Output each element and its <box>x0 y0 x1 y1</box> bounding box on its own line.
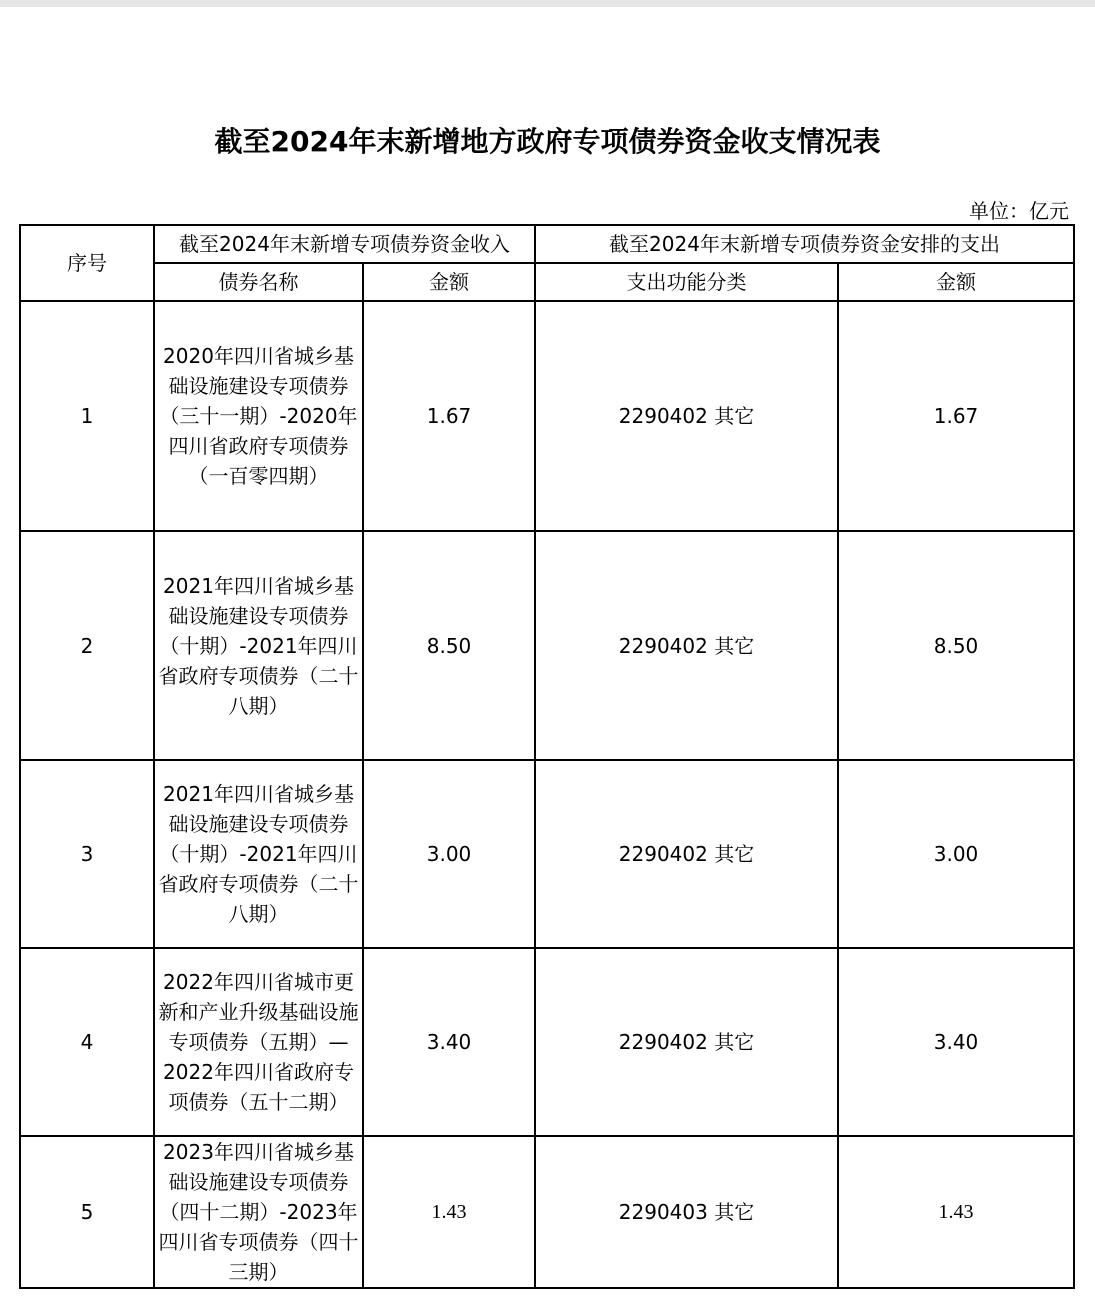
row-income-amount: 3.40 <box>363 948 535 1136</box>
row-function-class: 2290402 其它 <box>535 948 838 1136</box>
header-row-2 <box>20 263 1074 301</box>
header-expense-group: 截至2024年末新增专项债券资金安排的支出 <box>535 225 1074 263</box>
row-bond-name: 2020年四川省城乡基础设施建设专项债券（三十一期）-2020年四川省政府专项债券（一百零四期） <box>154 301 363 531</box>
top-bar <box>0 0 1095 7</box>
row-income-amount: 1.67 <box>363 301 535 531</box>
header-seq: 序号 <box>20 225 154 301</box>
row-function-class: 2290402 其它 <box>535 301 838 531</box>
row-function-class: 2290402 其它 <box>535 531 838 760</box>
header-income-amount: 金额 <box>363 263 535 301</box>
row-function-class: 2290403 其它 <box>535 1136 838 1288</box>
row-seq: 2 <box>20 531 154 760</box>
header-income-group: 截至2024年末新增专项债券资金收入 <box>154 225 535 263</box>
row-function-class: 2290402 其它 <box>535 760 838 948</box>
table-row <box>20 760 1074 948</box>
page-title: 截至2024年末新增地方政府专项债券资金收支情况表 <box>214 125 881 158</box>
header-expense-amount: 金额 <box>838 263 1074 301</box>
row-expense-amount: 3.40 <box>838 948 1074 1136</box>
row-bond-name: 2023年四川省城乡基础设施建设专项债券（四十二期）-2023年四川省专项债券（四十三期） <box>154 1136 363 1288</box>
row-bond-name: 2022年四川省城市更新和产业升级基础设施专项债券（五期）—2022年四川省政府专项债券（五十二期） <box>154 948 363 1136</box>
row-expense-amount: 8.50 <box>838 531 1074 760</box>
header-bond-name: 债券名称 <box>154 263 363 301</box>
row-seq: 4 <box>20 948 154 1136</box>
row-income-amount: 3.00 <box>363 760 535 948</box>
row-seq: 3 <box>20 760 154 948</box>
row-bond-name: 2021年四川省城乡基础设施建设专项债券（十期）-2021年四川省政府专项债券（二十八期） <box>154 760 363 948</box>
row-bond-name: 2021年四川省城乡基础设施建设专项债券（十期）-2021年四川省政府专项债券（二十八期） <box>154 531 363 760</box>
table-row <box>20 1136 1074 1288</box>
row-expense-amount: 1.67 <box>838 301 1074 531</box>
table-row <box>20 531 1074 760</box>
table-row <box>20 301 1074 531</box>
revenue-expense-table <box>19 224 1075 1289</box>
row-income-amount: 1.43 <box>363 1136 535 1288</box>
row-seq: 5 <box>20 1136 154 1288</box>
row-expense-amount: 3.00 <box>838 760 1074 948</box>
row-expense-amount: 1.43 <box>838 1136 1074 1288</box>
row-seq: 1 <box>20 301 154 531</box>
header-function-class: 支出功能分类 <box>535 263 838 301</box>
header-row-1 <box>20 225 1074 263</box>
table-row <box>20 948 1074 1136</box>
row-income-amount: 8.50 <box>363 531 535 760</box>
unit-label: 单位：亿元 <box>969 199 1069 223</box>
